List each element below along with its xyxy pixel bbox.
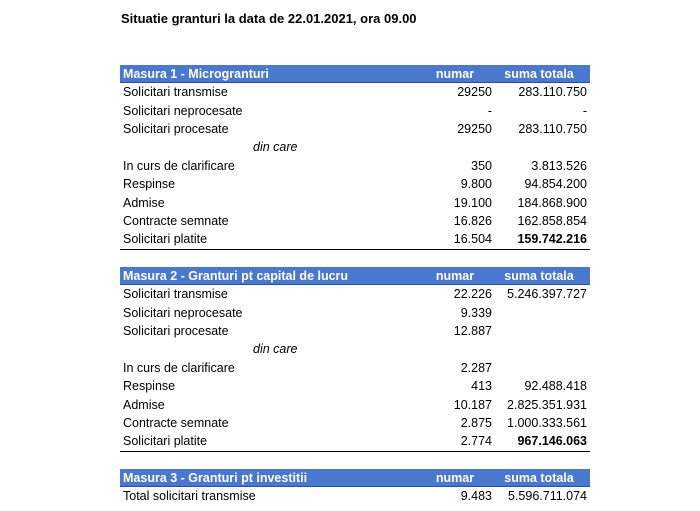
row-label: Solicitari procesate [123, 323, 229, 338]
section-header [120, 267, 590, 285]
report-title: Situatie granturi la data de 22.01.2021, ora 09.00 [121, 11, 417, 26]
row-num: 16.504 [453, 232, 492, 247]
table-row [120, 157, 590, 175]
row-sum-total: 967.146.063 [517, 434, 587, 449]
col-header-suma: suma totala [504, 66, 574, 81]
table-row [120, 83, 590, 101]
row-label: Solicitari procesate [123, 121, 229, 136]
row-label: In curs de clarificare [123, 360, 235, 375]
section-masura-1 [120, 65, 590, 250]
row-sum: 5.596.711.074 [507, 489, 587, 504]
row-num: 9.339 [460, 305, 492, 320]
table-row [120, 175, 590, 193]
row-label: Admise [123, 195, 165, 210]
row-sum: 2.825.351.931 [507, 397, 587, 412]
row-label: Contracte semnate [123, 213, 229, 228]
col-header-numar: numar [435, 470, 475, 485]
section-heading: Masura 2 - Granturi pt capital de lucru [123, 268, 349, 283]
row-label: Respinse [123, 379, 176, 394]
row-label: Admise [123, 397, 165, 412]
row-num: 350 [471, 158, 492, 173]
table-row [120, 120, 590, 138]
row-label: Total solicitari transmise [123, 489, 256, 504]
section-header [120, 469, 590, 487]
row-sum: 283.110.750 [518, 85, 587, 100]
row-num: 9.483 [460, 489, 492, 504]
row-label: Respinse [123, 177, 176, 192]
row-label: din care [253, 342, 298, 357]
col-header-numar: numar [435, 268, 475, 283]
table-row [120, 414, 590, 432]
table-row [120, 359, 590, 377]
row-num: 2.875 [460, 415, 492, 430]
table-row-subheading [120, 138, 590, 156]
row-num: 22.226 [453, 287, 492, 302]
row-sum: - [582, 103, 587, 118]
row-sum: 184.868.900 [517, 195, 587, 210]
table-row [120, 285, 590, 303]
table-row [120, 377, 590, 395]
row-label: Solicitari platite [123, 232, 208, 247]
table-row [120, 432, 590, 451]
section-masura-2 [120, 267, 590, 452]
row-sum: 92.488.418 [524, 379, 587, 394]
table-row [120, 101, 590, 119]
row-label: Solicitari transmise [123, 287, 228, 302]
col-header-numar: numar [435, 66, 475, 81]
row-num: 2.287 [460, 360, 492, 375]
table-row [120, 487, 590, 505]
row-sum: 283.110.750 [518, 121, 587, 136]
col-header-suma: suma totala [504, 470, 574, 485]
row-label: din care [253, 140, 298, 155]
row-num: 413 [471, 379, 492, 394]
table-row [120, 322, 590, 340]
row-sum: 94.854.200 [524, 177, 587, 192]
row-num: 16.826 [453, 213, 492, 228]
row-label: Solicitari neprocesate [123, 305, 243, 320]
section-header [120, 65, 590, 83]
table-row [120, 395, 590, 413]
table-row [120, 230, 590, 249]
row-label: Solicitari neprocesate [123, 103, 243, 118]
table-row [120, 303, 590, 321]
row-sum: 1.000.333.561 [507, 415, 587, 430]
row-num: 2.774 [460, 434, 492, 449]
row-sum: 162.858.854 [517, 213, 587, 228]
row-num: - [487, 103, 492, 118]
row-sum: 5.246.397.727 [507, 287, 587, 302]
section-masura-3 [120, 469, 590, 505]
row-num: 19.100 [453, 195, 492, 210]
row-label: In curs de clarificare [123, 158, 235, 173]
table-row [120, 193, 590, 211]
row-num: 12.887 [453, 323, 492, 338]
row-num: 29250 [457, 85, 492, 100]
row-num: 10.187 [453, 397, 492, 412]
section-heading: Masura 3 - Granturi pt investitii [123, 470, 308, 485]
row-sum: 3.813.526 [531, 158, 587, 173]
col-header-suma: suma totala [504, 268, 574, 283]
row-label: Solicitari transmise [123, 85, 228, 100]
table-row-subheading [120, 340, 590, 358]
table-row [120, 212, 590, 230]
section-heading: Masura 1 - Microgranturi [123, 66, 269, 81]
row-label: Contracte semnate [123, 415, 229, 430]
row-num: 9.800 [460, 177, 492, 192]
row-num: 29250 [457, 121, 492, 136]
row-label: Solicitari platite [123, 434, 208, 449]
row-sum-total: 159.742.216 [517, 232, 587, 247]
